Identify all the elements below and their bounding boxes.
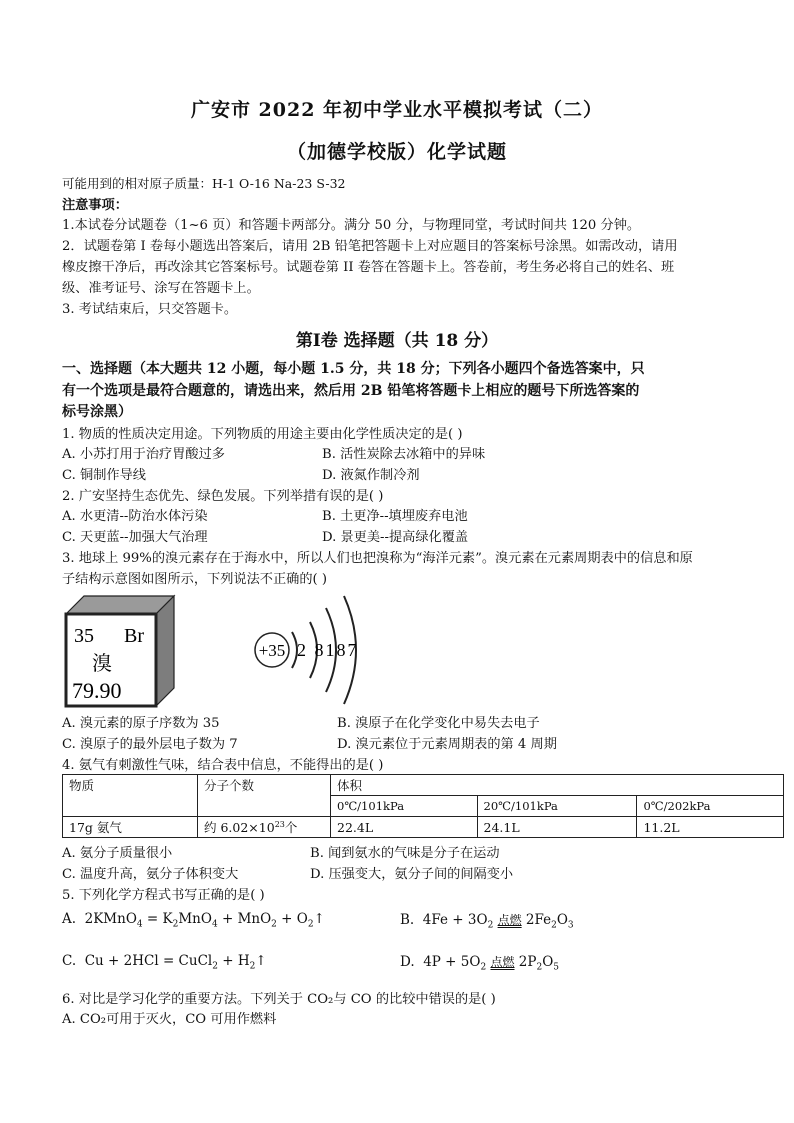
q1-option-c: C. 铜制作导线 bbox=[62, 468, 146, 483]
q3-option-a: A. 溴元素的原子序数为 35 bbox=[62, 716, 220, 731]
q2-option-c: C. 天更蓝--加强大气治理 bbox=[62, 530, 208, 545]
element-symbol: Br bbox=[124, 625, 144, 647]
q3-option-b: B. 溴原子在化学变化中易失去电子 bbox=[337, 716, 540, 731]
q4-stem: 4. 氨气有刺激性气味，结合表中信息，不能得出的是( ) bbox=[62, 758, 384, 773]
cell-count-exp: 23 bbox=[274, 819, 285, 829]
element-name: 溴 bbox=[92, 651, 112, 675]
section-title: 第Ⅰ卷 选择题（共 18 分） bbox=[295, 331, 499, 351]
q3-stem-1: 3. 地球上 99%的溴元素存在于海水中，所以人们也把溴称为“海洋元素”。溴元素在元素周期表中的信息和原 bbox=[62, 551, 693, 566]
q3-stem-2: 子结构示意图如图所示，下列说法不正确的( ) bbox=[62, 572, 328, 587]
th-cond-1: 0℃/101kPa bbox=[331, 796, 478, 817]
note-2a: 2．试题卷第 I 卷每小题选出答案后，请用 2B 铅笔把答题卡上对应题目的答案标号涂黑。如需改动，请用 bbox=[62, 239, 678, 254]
th-substance: 物质 bbox=[63, 775, 198, 817]
q1-stem: 1. 物质的性质决定用途。下列物质的用途主要由化学性质决定的是( ) bbox=[62, 427, 463, 442]
section-instruction-3: 标号涂黑） bbox=[62, 404, 132, 420]
th-count: 分子个数 bbox=[198, 775, 331, 817]
q2-option-d: D. 景更美--提高绿化覆盖 bbox=[322, 530, 469, 545]
section-instruction-1: 一、选择题（本大题共 12 小题，每小题 1.5 分，共 18 分；下列各小题四个备选答案中，只 bbox=[62, 361, 645, 377]
cell-substance: 17g 氨气 bbox=[63, 817, 198, 838]
q5-option-d: D. $4P + 5O_2$ 点燃 $2P_2O_5$ bbox=[400, 954, 560, 973]
q1-option-a: A. 小苏打用于治疗胃酸过多 bbox=[62, 447, 225, 462]
q3-option-d: D. 溴元素位于元素周期表的第 4 周期 bbox=[337, 737, 557, 752]
section-instruction-2: 有一个选项是最符合题意的，请选出来，然后用 2B 铅笔将答题卡上相应的题号下所选答案的 bbox=[62, 383, 640, 399]
q5-stem: 5. 下列化学方程式书写正确的是( ) bbox=[62, 888, 265, 903]
atomic-mass: 79.90 bbox=[72, 678, 122, 703]
note-3: 3. 考试结束后，只交答题卡。 bbox=[62, 302, 238, 317]
table-header-row bbox=[63, 775, 784, 796]
electron-shells: 2 8187 bbox=[297, 640, 359, 660]
cell-volume-2: 24.1L bbox=[477, 817, 637, 838]
ammonia-table bbox=[62, 774, 784, 838]
q1-option-d: D. 液氮作制冷剂 bbox=[322, 468, 420, 483]
note-1: 1.本试卷分试题卷（1~6 页）和答题卡两部分。满分 50 分，与物理同堂，考试时间共 120 分钟。 bbox=[62, 218, 641, 233]
q4-option-a: A. 氨分子质量很小 bbox=[62, 846, 173, 861]
page-subtitle: （加德学校版）化学试题 bbox=[286, 141, 507, 163]
table-row bbox=[63, 817, 784, 838]
q4-option-d: D. 压强变大，氨分子间的间隔变小 bbox=[310, 867, 514, 882]
note-2c: 级、准考证号、涂写在答题卡上。 bbox=[62, 281, 260, 296]
th-cond-2: 20℃/101kPa bbox=[477, 796, 637, 817]
nucleus-charge: +35 bbox=[258, 641, 286, 660]
q2-option-b: B. 土更净--填埋废弃电池 bbox=[322, 509, 468, 524]
cube-side bbox=[156, 596, 174, 706]
q4-option-c: C. 温度升高，氨分子体积变大 bbox=[62, 867, 239, 882]
q3-option-c: C. 溴原子的最外层电子数为 7 bbox=[62, 737, 238, 752]
q6-option-a: A. CO₂可用于灭火，CO 可用作燃料 bbox=[62, 1012, 277, 1027]
q6-stem: 6. 对比是学习化学的重要方法。下列关于 CO₂与 CO 的比较中错误的是( ) bbox=[62, 992, 496, 1007]
q2-option-a: A. 水更清--防治水体污染 bbox=[62, 509, 208, 524]
q4-option-b: B. 闻到氨水的气味是分子在运动 bbox=[310, 846, 500, 861]
cell-count bbox=[198, 817, 331, 838]
cell-count-unit: 个 bbox=[284, 820, 298, 835]
q5-option-a: A. 2KMnO$_4$ = $K_2MnO_4 + MnO_2$ + $O_2↑$ bbox=[62, 911, 325, 930]
q2-stem: 2. 广安坚持生态优先、绿色发展。下列举措有误的是( ) bbox=[62, 489, 384, 504]
atom-structure-figure bbox=[240, 588, 390, 708]
notes-label: 注意事项： bbox=[62, 198, 128, 213]
q5-option-c: C. Cu + 2HCl = CuCl$_2$ + $H_2↑$ bbox=[62, 953, 267, 972]
q5-option-b: B. $4Fe + 3O_2$ 点燃 $2Fe_2O_3$ bbox=[400, 912, 574, 931]
atomic-mass-line: 可能用到的相对原子质量：H-1 O-16 Na-23 S-32 bbox=[62, 176, 346, 191]
page-title: 广安市 2022 年初中学业水平模拟考试（二） bbox=[190, 99, 604, 121]
th-volume: 体积 bbox=[331, 775, 784, 796]
cube-top bbox=[66, 596, 174, 614]
note-2b: 橡皮擦干净后，再改涂其它答案标号。试题卷第 II 卷答在答题卡上。答卷前，考生务必将自己的姓名、班 bbox=[62, 260, 675, 275]
cell-volume-3: 11.2L bbox=[637, 817, 784, 838]
cell-count-base: 约 6.02×10 bbox=[204, 820, 275, 835]
atomic-number: 35 bbox=[74, 625, 94, 647]
q1-option-b: B. 活性炭除去冰箱中的异味 bbox=[322, 447, 486, 462]
th-cond-3: 0℃/202kPa bbox=[637, 796, 784, 817]
cell-volume-1: 22.4L bbox=[331, 817, 478, 838]
element-cell-figure bbox=[62, 592, 182, 710]
